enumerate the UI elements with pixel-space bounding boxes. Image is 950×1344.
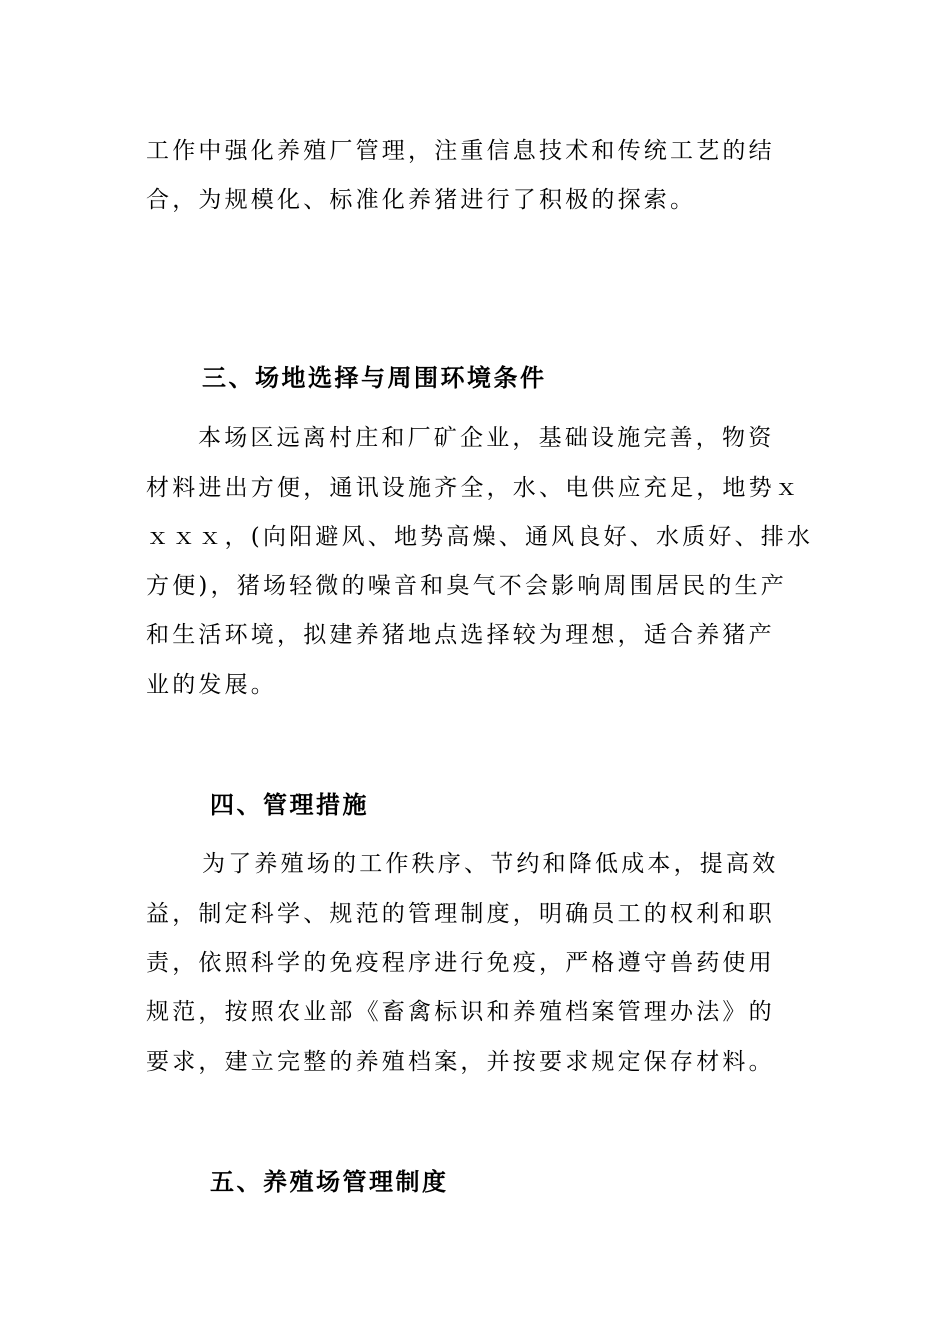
- section-3-line-1: 本场区远离村庄和厂矿企业，基础设施完善，物资: [198, 425, 775, 451]
- section-3-line-2: 材料进出方便，通讯设施齐全，水、电供应充足，地势ｘ: [146, 475, 801, 501]
- section-3-line-5: 和生活环境，拟建养猪地点选择较为理想，适合养猪产: [146, 622, 775, 648]
- section-4-line-3: 责，依照科学的免疫程序进行免疫，严格遵守兽药使用: [146, 950, 775, 976]
- section-4-line-5: 要求，建立完整的养殖档案，并按要求规定保存材料。: [146, 1049, 775, 1075]
- section-4-line-4: 规范，按照农业部《畜禽标识和养殖档案管理办法》的: [146, 999, 775, 1025]
- intro-line-2: 合，为规模化、标准化养猪进行了积极的探索。: [146, 187, 697, 213]
- section-3-heading: 三、场地选择与周围环境条件: [202, 363, 547, 392]
- section-3-line-4: 方便)，猪场轻微的噪音和臭气不会影响周围居民的生产: [146, 573, 787, 599]
- section-4-line-1: 为了养殖场的工作秩序、节约和降低成本，提高效: [202, 851, 779, 877]
- section-4-heading: 四、管理措施: [210, 790, 369, 819]
- section-4-line-2: 益，制定科学、规范的管理制度，明确员工的权利和职: [146, 901, 775, 927]
- intro-line-1: 工作中强化养殖厂管理，注重信息技术和传统工艺的结: [146, 138, 775, 164]
- section-3-line-6: 业的发展。: [146, 672, 277, 698]
- section-5-heading: 五、养殖场管理制度: [210, 1167, 449, 1196]
- section-3-line-3: ｘｘｘ，(向阳避风、地势高燥、通风良好、水质好、排水: [146, 524, 814, 550]
